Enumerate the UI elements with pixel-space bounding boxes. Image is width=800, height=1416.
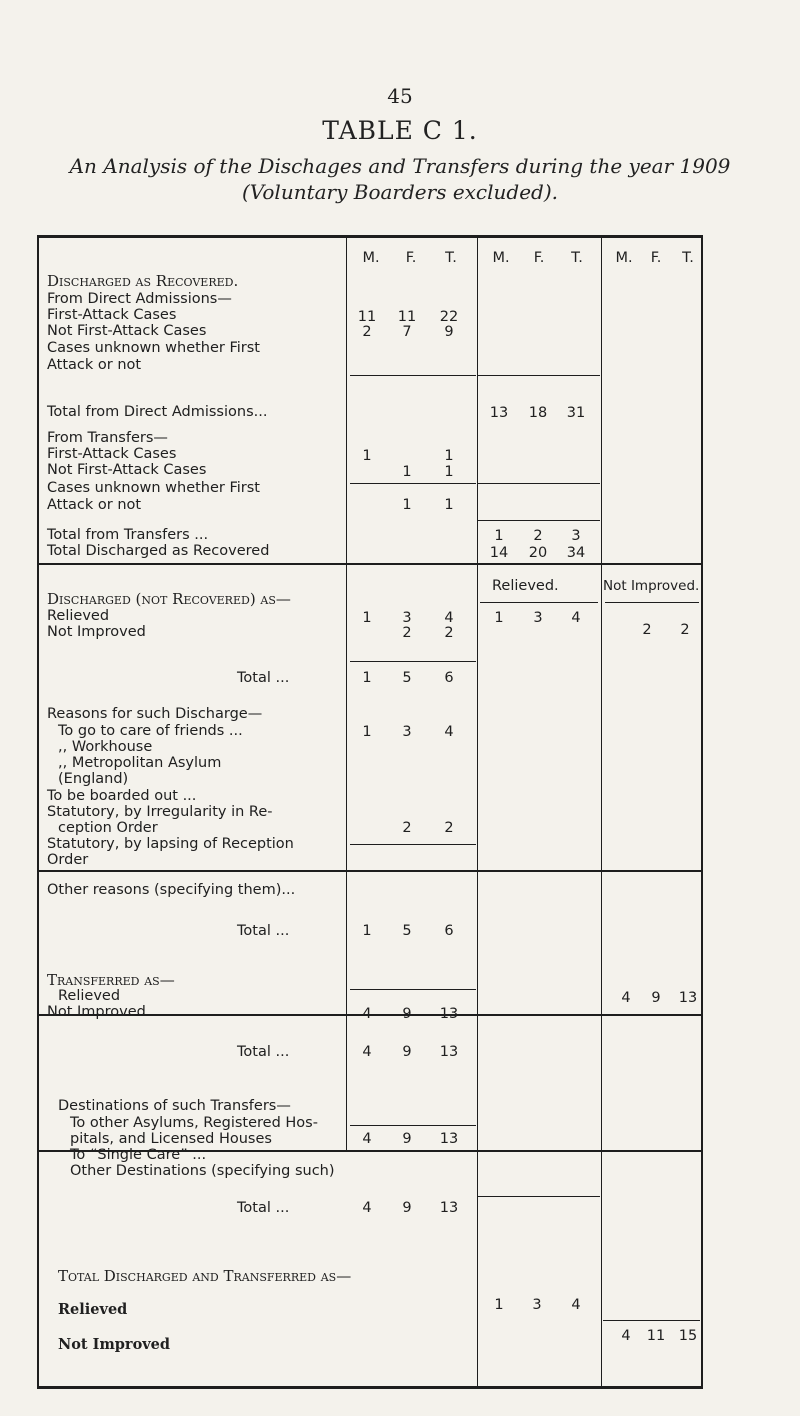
value-not-improved-f: 2 [642, 622, 652, 638]
value-t: 4 [444, 610, 454, 626]
value-f: 3 [402, 724, 412, 740]
col-header-not-improved: Not Improved. [603, 578, 700, 594]
value-m: 2 [362, 324, 372, 340]
value-t: 2 [444, 625, 454, 641]
subsection-heading: Destinations of such Transfers— [58, 1098, 291, 1114]
total-t: 31 [566, 405, 586, 421]
total-t: 13 [439, 1044, 459, 1060]
section-separator [37, 563, 703, 565]
value-relieved-m: 1 [494, 610, 504, 626]
table-subtitle-note: (Voluntary Boarders excluded). [241, 180, 559, 204]
value-t: 13 [439, 1006, 459, 1022]
col-header-t: T. [445, 250, 457, 266]
total-t: 6 [444, 923, 454, 939]
total-rule [603, 1320, 700, 1321]
total-m: 4 [362, 1044, 372, 1060]
value-f: 7 [402, 324, 412, 340]
row-label: Statutory, by Irregularity in Re- [47, 804, 273, 820]
total-rule [350, 483, 476, 484]
value-relieved-f: 3 [533, 610, 543, 626]
summary-label-not-improved: Not Improved [58, 1336, 171, 1353]
summary-relieved-t: 4 [571, 1297, 581, 1313]
table-right-border [701, 235, 703, 1389]
value-t: 1 [444, 464, 454, 480]
table-bottom-border [37, 1386, 703, 1389]
section-heading: Transferred as— [47, 971, 175, 989]
value-t: 1 [444, 448, 454, 464]
row-label: Relieved [47, 608, 110, 624]
col-header-m: M. [362, 250, 380, 266]
row-label: Not First-Attack Cases [47, 323, 207, 339]
value-not-improved-t: 13 [678, 990, 698, 1006]
summary-not-improved-t: 15 [678, 1328, 698, 1344]
subsection-heading: From Transfers— [47, 430, 168, 446]
row-label: Other reasons (specifying them)... [47, 882, 296, 898]
col-divider-2 [477, 235, 478, 1389]
summary-relieved-m: 1 [494, 1297, 504, 1313]
value-f: 2 [402, 820, 412, 836]
total-f: 9 [402, 1200, 412, 1216]
value-f: 2 [402, 625, 412, 641]
col-header-t: T. [571, 250, 583, 266]
total-f: 9 [402, 1044, 412, 1060]
row-label: To be boarded out ... [47, 788, 197, 804]
row-label: First-Attack Cases [47, 307, 177, 323]
row-label: ,, Metropolitan Asylum [58, 755, 222, 771]
table-left-border [37, 235, 39, 1389]
total-label: Total ... [237, 923, 290, 939]
value-f: 3 [402, 610, 412, 626]
total-rule [478, 483, 600, 484]
table-title: TABLE C 1. [322, 116, 478, 145]
total-label: Total ... [237, 670, 290, 686]
col-header-m: M. [615, 250, 633, 266]
total-m: 1 [362, 670, 372, 686]
subsection-heading: Reasons for such Discharge— [47, 706, 263, 722]
row-label: ception Order [58, 820, 158, 836]
value-f: 1 [402, 464, 412, 480]
section-separator [37, 870, 703, 872]
total-t: 13 [439, 1200, 459, 1216]
value-not-improved-t: 2 [680, 622, 690, 638]
row-label: Attack or not [47, 357, 142, 373]
page-number: 45 [387, 84, 413, 108]
value-m: 4 [362, 1006, 372, 1022]
total-f: 5 [402, 670, 412, 686]
total-t: 6 [444, 670, 454, 686]
total-m: 1 [494, 528, 504, 544]
value-f: 1 [402, 497, 412, 513]
col-header-f: F. [650, 250, 662, 266]
section-heading: Discharged (not Recovered) as— [47, 590, 291, 608]
total-rule [350, 375, 476, 376]
col-divider-3 [601, 235, 602, 1389]
total-rule [605, 602, 699, 603]
value-t: 22 [439, 309, 459, 325]
total-f: 2 [533, 528, 543, 544]
value-not-improved-m: 4 [621, 990, 631, 1006]
total-label: Total ... [237, 1044, 290, 1060]
row-label: ,, Workhouse [58, 739, 153, 755]
row-label: Not Improved [47, 1004, 146, 1020]
total-t: 34 [566, 545, 586, 561]
col-divider-1 [346, 235, 347, 1150]
value-m: 1 [362, 610, 372, 626]
total-label: Total from Transfers ... [47, 527, 209, 543]
col-header-t: T. [682, 250, 694, 266]
total-label: Total from Direct Admissions... [47, 404, 268, 420]
row-label: First-Attack Cases [47, 446, 177, 462]
row-label: To go to care of friends ... [58, 723, 243, 739]
total-rule [478, 1196, 600, 1197]
row-label: Relieved [58, 988, 121, 1004]
total-rule [480, 602, 598, 603]
total-t: 3 [571, 528, 581, 544]
summary-relieved-f: 3 [532, 1297, 542, 1313]
row-label: (England) [58, 771, 129, 787]
col-header-relieved: Relieved. [492, 578, 559, 594]
row-label: Order [47, 852, 89, 868]
value-t: 13 [439, 1131, 459, 1147]
total-m: 13 [489, 405, 509, 421]
summary-not-improved-m: 4 [621, 1328, 631, 1344]
total-rule [350, 661, 476, 662]
row-label: To “Single Care” ... [70, 1147, 207, 1163]
col-header-f: F. [533, 250, 545, 266]
total-f: 20 [528, 545, 548, 561]
row-label: To other Asylums, Registered Hos- [70, 1115, 318, 1131]
row-label: Cases unknown whether First [47, 480, 260, 496]
total-rule [350, 1125, 476, 1126]
value-t: 9 [444, 324, 454, 340]
total-rule [478, 520, 600, 521]
row-label: Not First-Attack Cases [47, 462, 207, 478]
total-rule [350, 989, 476, 990]
value-m: 11 [357, 309, 377, 325]
total-m: 1 [362, 923, 372, 939]
table-subtitle: An Analysis of the Dischages and Transfers during the year 1909 [69, 154, 731, 178]
value-f: 11 [397, 309, 417, 325]
row-label: pitals, and Licensed Houses [70, 1131, 272, 1147]
subsection-heading: From Direct Admissions— [47, 291, 232, 307]
value-m: 4 [362, 1131, 372, 1147]
table-top-border [37, 235, 703, 238]
col-header-f: F. [405, 250, 417, 266]
summary-not-improved-f: 11 [646, 1328, 666, 1344]
row-label: Not Improved [47, 624, 146, 640]
summary-label-relieved: Relieved [58, 1301, 128, 1318]
grand-total-label: Total Discharged as Recovered [47, 543, 270, 559]
value-not-improved-f: 9 [651, 990, 661, 1006]
total-f: 5 [402, 923, 412, 939]
total-f: 18 [528, 405, 548, 421]
section-heading: Discharged as Recovered. [47, 272, 239, 290]
row-label: Cases unknown whether First [47, 340, 260, 356]
value-t: 1 [444, 497, 454, 513]
value-m: 1 [362, 724, 372, 740]
value-f: 9 [402, 1131, 412, 1147]
total-rule [478, 375, 600, 376]
total-m: 4 [362, 1200, 372, 1216]
summary-heading: Total Discharged and Transferred as— [58, 1267, 352, 1285]
value-t: 4 [444, 724, 454, 740]
value-relieved-t: 4 [571, 610, 581, 626]
total-m: 14 [489, 545, 509, 561]
row-label: Attack or not [47, 497, 142, 513]
row-label: Statutory, by lapsing of Reception [47, 836, 294, 852]
row-label: Other Destinations (specifying such) [70, 1163, 335, 1179]
value-t: 2 [444, 820, 454, 836]
value-m: 1 [362, 448, 372, 464]
total-rule [350, 844, 476, 845]
total-label: Total ... [237, 1200, 290, 1216]
value-f: 9 [402, 1006, 412, 1022]
col-header-m: M. [492, 250, 510, 266]
